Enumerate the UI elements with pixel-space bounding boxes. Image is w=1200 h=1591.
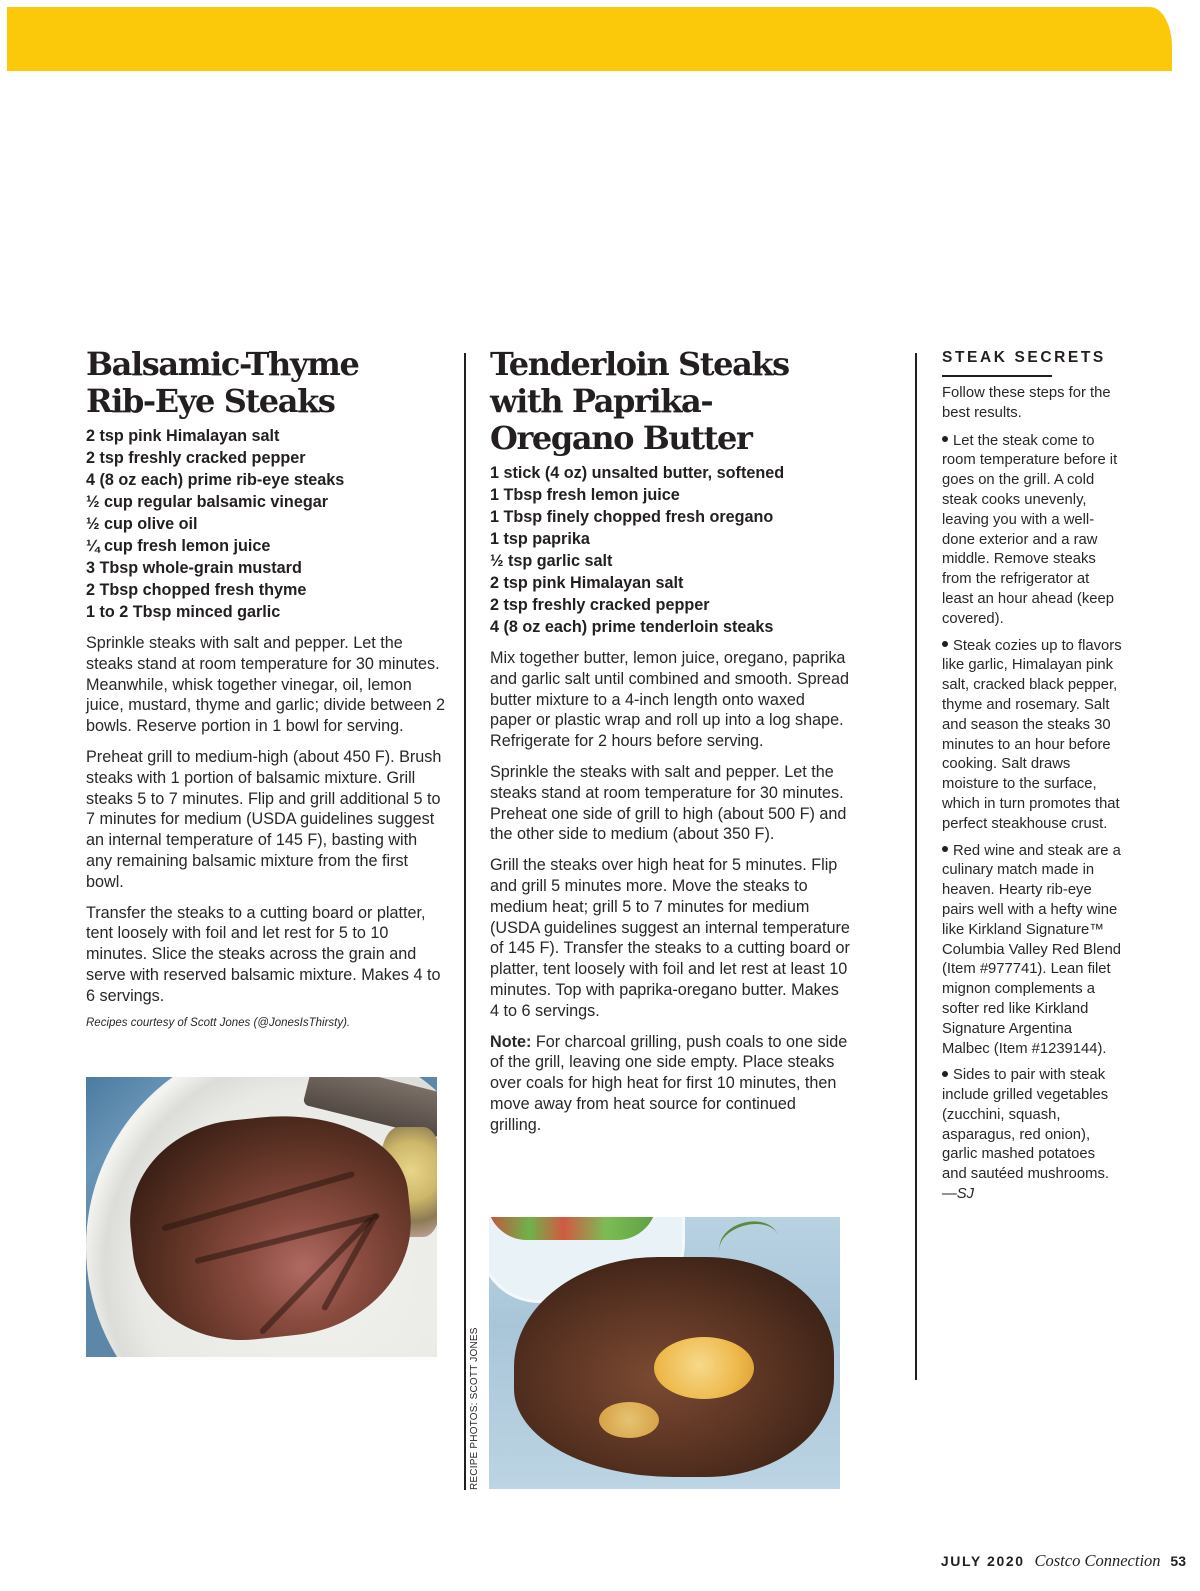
note-label: Note:	[490, 1032, 532, 1051]
tip-item: Red wine and steak are a culinary match made in heaven. Hearty rib-eye pairs well with a hefty wine like Kirkland Signature™ Columbia Valley Red Blend (Item #977741). Lean filet mignon complements a softer red like Kirkland Signature Argentina Malbec (Item #1239144).	[942, 842, 1122, 1057]
title-line: with Paprika-	[490, 382, 713, 420]
bullet-icon	[942, 846, 948, 852]
ribeye-photo	[86, 1077, 437, 1357]
ingredient: ½ cup regular balsamic vinegar	[86, 493, 329, 511]
instruction-step: Sprinkle the steaks with salt and pepper. Let the steaks stand at room temperature for 30 minutes. Preheat one side of grill to high (about 500 F) and the other side to medium (about 350 F).	[490, 762, 847, 844]
ingredient: 2 tsp pink Himalayan salt	[86, 427, 280, 445]
ingredient: ½ tsp garlic salt	[490, 552, 613, 570]
sidebar-intro: Follow these steps for the best results.	[942, 385, 1111, 421]
ingredient: ¼ cup fresh lemon juice	[86, 537, 271, 555]
ingredient: 2 tsp freshly cracked pepper	[86, 449, 306, 467]
instruction-step: Preheat grill to medium-high (about 450 F). Brush steaks with 1 portion of balsamic mixture. Grill steaks 5 to 7 minutes. Flip and grill additional 5 to 7 minutes for medium (USDA guidelines suggest an internal temperature of 145 F), basting with any remaining balsamic mixture from the first bowl.	[86, 747, 442, 891]
grilling-note	[490, 1032, 850, 1136]
heading-underline	[942, 375, 1052, 377]
magazine-name: Costco Connection	[1034, 1551, 1161, 1570]
photo-credit: RECIPE PHOTOS: SCOTT JONES	[469, 1327, 480, 1490]
tenderloin-photo	[489, 1217, 840, 1489]
ingredient: ½ cup olive oil	[86, 515, 198, 533]
ingredient: 1 Tbsp fresh lemon juice	[490, 486, 680, 504]
title-line: Rib-Eye Steaks	[86, 382, 335, 420]
ingredient: 4 (8 oz each) prime tenderloin steaks	[490, 618, 774, 636]
page-number: 53	[1170, 1553, 1186, 1569]
ingredient-list	[490, 462, 850, 638]
instruction-step: Mix together butter, lemon juice, oregano, paprika and garlic salt until combined and smooth. Spread butter mixture to a 4-inch length onto waxed paper or plastic wrap and roll up into a log shape. Refrigerate for 2 hours before serving.	[490, 649, 850, 751]
recipe-title	[86, 346, 446, 420]
bullet-icon	[942, 1071, 948, 1077]
issue-date: JULY 2020	[940, 1553, 1025, 1569]
author-signature: —SJ	[942, 1186, 975, 1203]
recipe-title	[490, 346, 850, 457]
bullet-icon	[942, 641, 948, 647]
page-footer	[941, 1551, 1186, 1571]
recipe-tenderloin-paprika-oregano	[490, 346, 850, 1146]
column-divider	[464, 353, 466, 1490]
ingredient: 1 tsp paprika	[490, 530, 590, 548]
instruction-step: Sprinkle steaks with salt and pepper. Let the steaks stand at room temperature for 30 minutes. Meanwhile, whisk together vinegar, oil, lemon juice, mustard, thyme and garlic; divide between 2 bowls. Reserve portion in 1 bowl for serving.	[86, 634, 446, 736]
instruction-step: Transfer the steaks to a cutting board or platter, tent loosely with foil and let rest for 5 to 10 minutes. Slice the steaks across the grain and serve with reserved balsamic mixture. Makes 4 to 6 servings.	[86, 903, 441, 1005]
title-line: Oregano Butter	[490, 419, 752, 457]
recipe-credit: Recipes courtesy of Scott Jones (@JonesIsThirsty).	[86, 1016, 351, 1029]
title-line: Tenderloin Steaks	[490, 345, 789, 383]
ingredient: 3 Tbsp whole-grain mustard	[86, 559, 302, 577]
ingredient: 2 tsp pink Himalayan salt	[490, 574, 684, 592]
note-text: For charcoal grilling, push coals to one side of the grill, leaving one side empty. Place steaks over coals for high heat for first 10 minutes, then move away from heat source for continued grilling.	[490, 1032, 848, 1134]
title-line: Balsamic-Thyme	[86, 345, 359, 383]
sidebar-heading: STEAK SECRETS	[942, 349, 1106, 366]
tip-item: Sides to pair with steak include grilled vegetables (zucchini, squash, asparagus, red onion), garlic mashed potatoes and sautéed mushrooms.—SJ	[942, 1067, 1109, 1203]
butter-pat-shape	[654, 1337, 754, 1399]
instruction-step: Grill the steaks over high heat for 5 minutes. Flip and grill 5 minutes more. Move the steaks to medium heat; grill 5 to 7 minutes for medium (USDA guidelines suggest an internal temperature of 145 F). Transfer the steaks to a cutting board or platter, tent loosely with foil and let rest at least 10 minutes. Top with paprika-oregano butter. Makes 4 to 6 servings.	[490, 856, 850, 1020]
sidebar-divider	[915, 353, 917, 1380]
ingredient-list	[86, 425, 446, 623]
ingredient: 1 stick (4 oz) unsalted butter, softened	[490, 464, 785, 482]
header-color-band	[7, 7, 1172, 71]
ingredient: 1 Tbsp finely chopped fresh oregano	[490, 508, 774, 526]
recipe-balsamic-thyme-ribeye	[86, 346, 446, 1029]
butter-melt-shape	[599, 1402, 659, 1438]
tip-item: Steak cozies up to flavors like garlic, Himalayan pink salt, cracked black pepper, thyme and rosemary. Salt and season the steaks 30 minutes to an hour before cooking. Salt draws moisture to the surface, which in turn promotes that perfect steakhouse crust.	[942, 637, 1122, 832]
ingredient: 1 to 2 Tbsp minced garlic	[86, 603, 281, 621]
steak-secrets-sidebar	[942, 349, 1122, 1212]
steak-shape	[514, 1257, 834, 1477]
bullet-icon	[942, 436, 948, 442]
ingredient: 2 Tbsp chopped fresh thyme	[86, 581, 307, 599]
ingredient: 2 tsp freshly cracked pepper	[490, 596, 710, 614]
ingredient: 4 (8 oz each) prime rib-eye steaks	[86, 471, 345, 489]
tip-item: Let the steak come to room temperature before it goes on the grill. A cold steak cooks unevenly, leaving you with a well-done exterior and a raw middle. Remove steaks from the refrigerator at least an hour ahead (keep covered).	[942, 432, 1118, 627]
